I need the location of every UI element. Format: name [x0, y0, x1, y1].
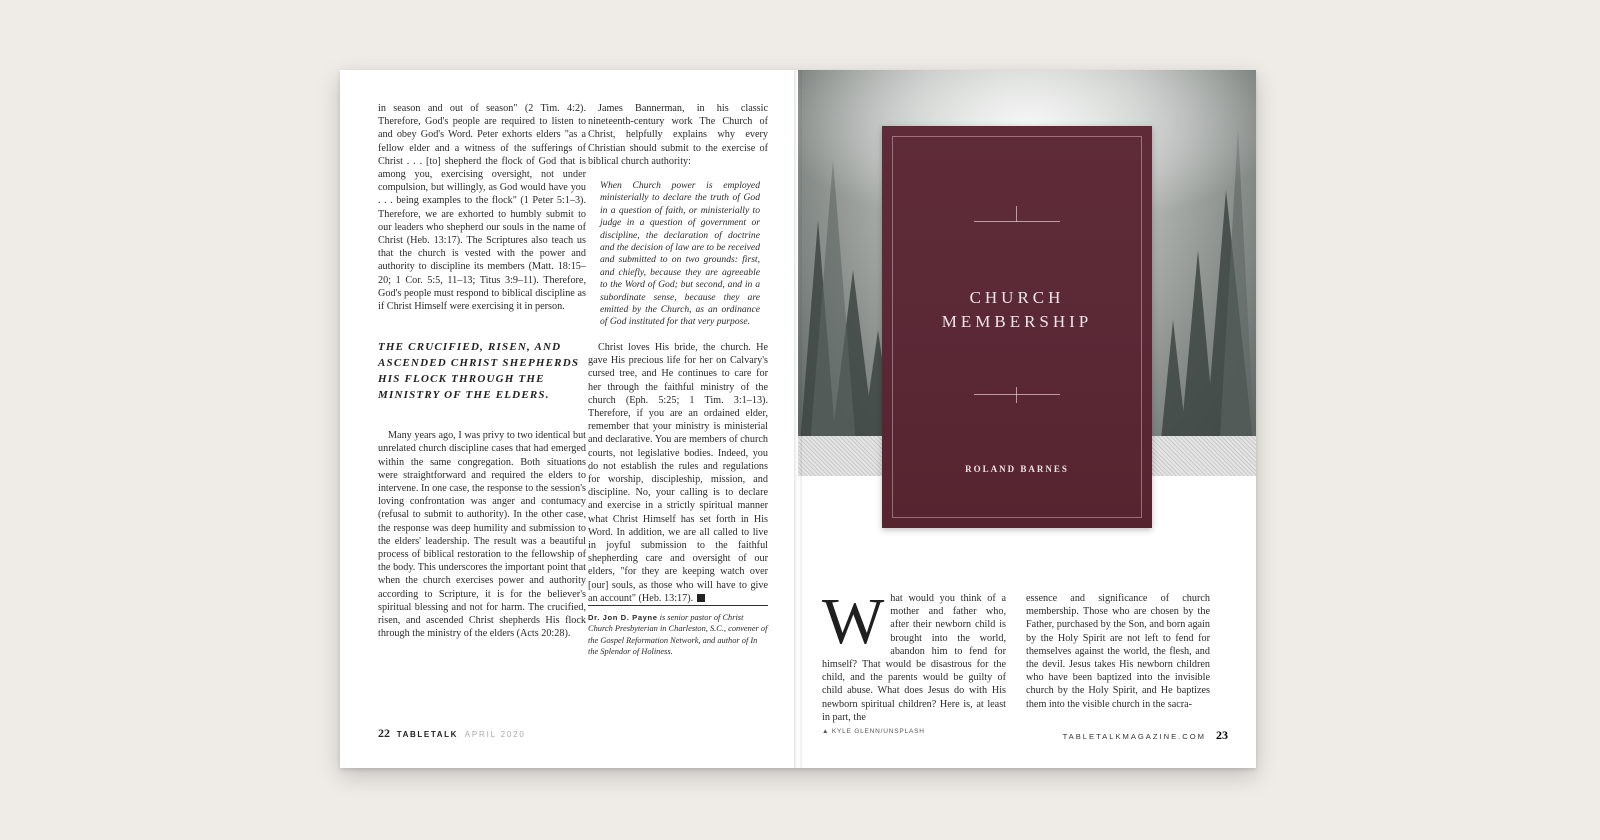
end-mark-icon: [697, 594, 705, 602]
magazine-spread: [340, 70, 1256, 768]
article-author: ROLAND BARNES: [965, 464, 1069, 474]
byline-name: Dr. Jon D. Payne: [588, 612, 658, 622]
left-column-1: [378, 102, 586, 641]
block-quote: When Church power is employed ministerially to declare the truth of God in a question of faith, or ministerially to judge in a question of government or discipline, the declaration of doctrine and the decision of law are to be received and submitted to on two grounds: first, and chiefly, because they are agreeable to the Word of God; but second, and in a subordinate sense, because they are emitted by the Church, as an ordinance of God instituted for that very purpose.: [600, 180, 760, 328]
right-page: [798, 70, 1256, 768]
ornament-tick: [1016, 387, 1017, 403]
right-folio: [1063, 726, 1228, 744]
website: TABLETALKMAGAZINE.COM: [1062, 732, 1206, 741]
photo-credit: ▲ KYLE GLENN/UNSPLASH: [822, 728, 925, 735]
paragraph: Many years ago, I was privy to two identical but unrelated church discipline cases that had emerged within the same congregation. Both situations were straightforward and required the elders to intervene. In one case, the response to the session's loving confrontation was anger and contumacy (refusal to submit to authority). In the other case, the response was deep humility and submission to the elders' leadership. The result was a beautiful process of biblical restoration to the fellowship of the body. This underscores the important point that when the church exercises power and authority according to Scripture, it is for the believer's spiritual blessing and not for harm. The crucified, risen, and ascended Christ shepherds His flock through the ministry of the elders (Acts 20:28).: [378, 430, 586, 640]
right-column-1: [822, 585, 1006, 724]
title-line-2: MEMBERSHIP: [941, 312, 1093, 331]
byline-text: is senior pastor of Christ Church Presbyterian in Charleston, S.C., convener of the Gospel Reformation Network, and author of In the Splendor of Holiness.: [588, 612, 768, 657]
left-page: [340, 70, 798, 768]
title-panel: [882, 126, 1152, 528]
pull-heading: THE CRUCIFIED, RISEN, AND ASCENDED CHRIST SHEPHERDS HIS FLOCK THROUGH THE MINISTRY OF THE ELDERS.: [378, 341, 580, 402]
paragraph: essence and significance of church membership. Those who are chosen by the Father, purchased by the Son, and born again by the Holy Spirit are not left to fend for themselves against the world, the flesh, and the devil. Jesus takes His newborn children who have been baptized into the invisible church by the Holy Spirit, and He baptizes them into the visible church in the sacra-: [1026, 593, 1210, 710]
title-line-1: CHURCH: [969, 288, 1065, 307]
right-column-2: [1026, 592, 1210, 711]
paragraph: Christ loves His bride, the church. He gave His precious life for her on Calvary's cursed tree, and He continues to care for her through the faithful ministry of the church (Eph. 5:25; 1 Tim. 3:1–13). Therefore, if you are an ordained elder, remember that your ministry is ministerial and declarative. You are members of church courts, not legislative bodies. Indeed, you do not establish the rules and regulations for worship, discipleship, mission, and discipline. No, your calling is to declare and exercise in a strictly spiritual manner what Christ Himself has set forth in His Word. In addition, we are all called to live in joyful submission to the faithful shepherding care and oversight of our elders, "for they are keeping watch over [our] souls, as those who will have to give an account" (Heb. 13:17).: [588, 341, 768, 604]
author-byline: [588, 605, 768, 658]
drop-cap: W: [822, 585, 885, 658]
paragraph: James Bannerman, in his classic nineteenth-century work The Church of Christ, helpfully explains why every Christian should submit to the exercise of biblical church authority:: [588, 103, 768, 167]
issue-date: APRIL 2020: [464, 730, 526, 739]
article-title: [882, 286, 1152, 334]
ornament-tick: [1016, 206, 1017, 222]
paragraph: hat would you think of a mother and father who, after their newborn child is brought into the world, abandon him to fend for himself? That would be disastrous for the child, and the parents would be guilty of child abuse. What does Jesus do with His newborn spiritual children? Here is, at least in part, the: [822, 593, 1006, 723]
left-column-2: [588, 102, 768, 658]
ornament-line: [974, 221, 1060, 222]
page-number: 23: [1216, 728, 1228, 742]
ornament-line: [974, 394, 1060, 395]
left-folio: [378, 726, 526, 741]
paragraph: in season and out of season" (2 Tim. 4:2). Therefore, God's people are required to listen to and obey God's Word. Peter exhorts elders "as a fellow elder and a witness of the sufferings of Christ . . . [to] shepherd the flock of God that is among you, exercising oversight, not under compulsion, but willingly, as God would have you . . . being examples to the flock" (1 Peter 5:1–3). Therefore, we are exhorted to humbly submit to our leaders who shepherd our souls in the name of Christ (Heb. 13:17). The Scriptures also teach us that the church is vested with the power and authority to discipline its members (Matt. 18:15–20; 1 Cor. 5:5, 11–13; Titus 3:9–11). Therefore, God's people must respond to biblical discipline as if Christ Himself were exercising it in person.: [378, 103, 586, 313]
page-number: 22: [378, 726, 390, 740]
gutter-shadow: [794, 70, 802, 768]
magazine-name: TABLETALK: [396, 730, 458, 739]
